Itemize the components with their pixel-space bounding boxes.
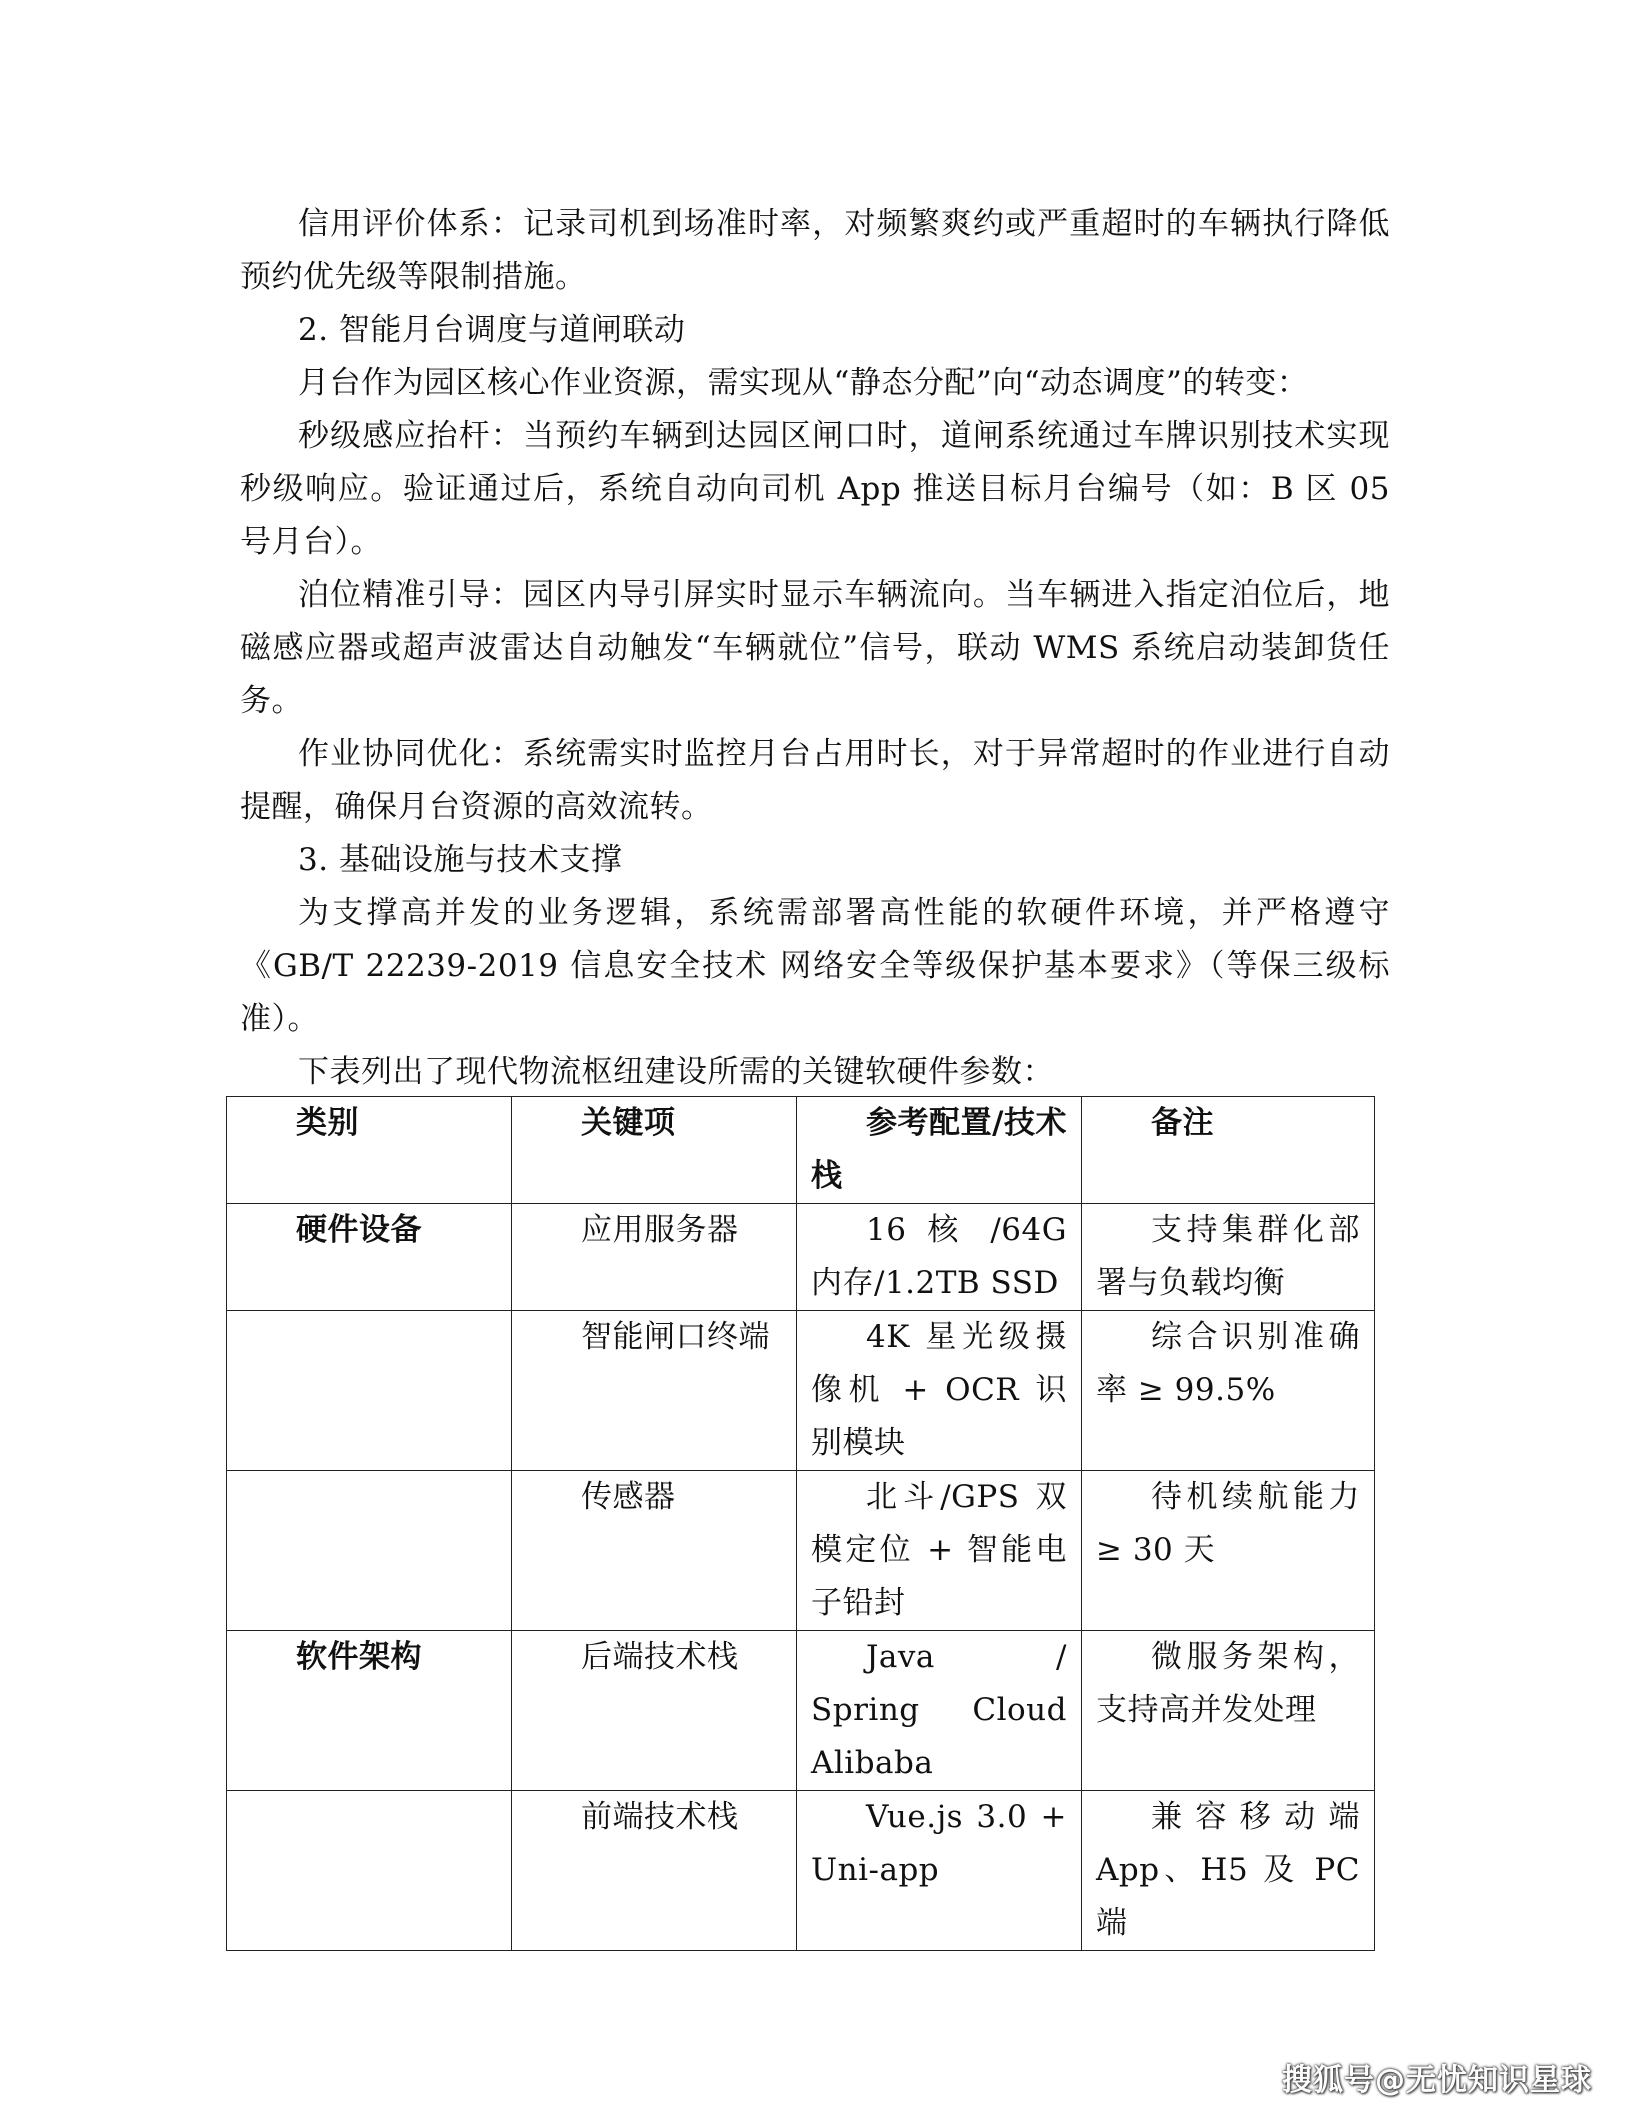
table-row bbox=[227, 1311, 1375, 1471]
table-cell-note: 支持集群化部署与负载均衡 bbox=[1082, 1204, 1375, 1311]
table-cell-note: 微服务架构，支持高并发处理 bbox=[1082, 1631, 1375, 1791]
paragraph-gate-response: 秒级感应抬杆：当预约车辆到达园区闸口时，道闸系统通过车牌识别技术实现秒级响应。验证通过后，系统自动向司机 App 推送目标月台编号（如：B 区 05 号月台）。 bbox=[240, 418, 1390, 560]
table-cell-config: 16 核 /64G 内存/1.2TB SSD bbox=[797, 1204, 1082, 1311]
table-cell-category bbox=[227, 1311, 512, 1471]
table-cell-note: 待机续航能力 ≥ 30 天 bbox=[1082, 1471, 1375, 1631]
paragraph-infrastructure: 为支撑高并发的业务逻辑，系统需部署高性能的软硬件环境，并严格遵守《GB/T 22239-2019 信息安全技术 网络安全等级保护基本要求》（等保三级标准）。 bbox=[240, 895, 1390, 1037]
table-cell-item: 应用服务器 bbox=[512, 1204, 797, 1311]
section-heading-3: 3. 基础设施与技术支撑 bbox=[298, 842, 623, 878]
table-cell-item: 传感器 bbox=[512, 1471, 797, 1631]
table-cell-category bbox=[227, 1471, 512, 1631]
table-cell-item: 智能闸口终端 bbox=[512, 1311, 797, 1471]
table-header-cell: 类别 bbox=[227, 1097, 512, 1204]
specs-table bbox=[226, 1096, 1375, 1951]
table-cell-item: 前端技术栈 bbox=[512, 1791, 797, 1951]
watermark: 搜狐号@无忧知识星球 bbox=[1282, 2063, 1592, 2098]
table-cell-category: 硬件设备 bbox=[227, 1204, 512, 1311]
table-cell-config: Java / Spring Cloud Alibaba bbox=[797, 1631, 1082, 1791]
paragraph-operation-optimization: 作业协同优化：系统需实时监控月台占用时长，对于异常超时的作业进行自动提醒，确保月台资源的高效流转。 bbox=[240, 736, 1390, 825]
table-row bbox=[227, 1791, 1375, 1951]
section-heading-2: 2. 智能月台调度与道闸联动 bbox=[298, 312, 686, 348]
table-row bbox=[227, 1631, 1375, 1791]
table-cell-category: 软件架构 bbox=[227, 1631, 512, 1791]
table-row bbox=[227, 1204, 1375, 1311]
table-header-cell: 参考配置/技术栈 bbox=[797, 1097, 1082, 1204]
table-header-cell: 关键项 bbox=[512, 1097, 797, 1204]
table-row bbox=[227, 1471, 1375, 1631]
table-cell-config: 4K 星光级摄像机 + OCR 识别模块 bbox=[797, 1311, 1082, 1471]
paragraph-credit-evaluation: 信用评价体系：记录司机到场准时率，对频繁爽约或严重超时的车辆执行降低预约优先级等限制措施。 bbox=[240, 206, 1390, 295]
table-cell-config: Vue.js 3.0 + Uni-app bbox=[797, 1791, 1082, 1951]
table-cell-category bbox=[227, 1791, 512, 1951]
paragraph-table-intro: 下表列出了现代物流枢纽建设所需的关键软硬件参数： bbox=[298, 1054, 1054, 1090]
table-header-row bbox=[227, 1097, 1375, 1204]
paragraph-berth-guidance: 泊位精准引导：园区内导引屏实时显示车辆流向。当车辆进入指定泊位后，地磁感应器或超声波雷达自动触发“车辆就位”信号，联动 WMS 系统启动装卸货任务。 bbox=[240, 577, 1390, 719]
table-cell-config: 北斗/GPS 双模定位 + 智能电子铅封 bbox=[797, 1471, 1082, 1631]
table-cell-note: 兼容移动端 App、H5 及 PC 端 bbox=[1082, 1791, 1375, 1951]
table-cell-note: 综合识别准确率 ≥ 99.5% bbox=[1082, 1311, 1375, 1471]
table-header-cell: 备注 bbox=[1082, 1097, 1375, 1204]
paragraph-dock-intro: 月台作为园区核心作业资源，需实现从“静态分配”向“动态调度”的转变： bbox=[298, 365, 1309, 401]
table-cell-item: 后端技术栈 bbox=[512, 1631, 797, 1791]
document-body bbox=[240, 198, 1390, 1099]
